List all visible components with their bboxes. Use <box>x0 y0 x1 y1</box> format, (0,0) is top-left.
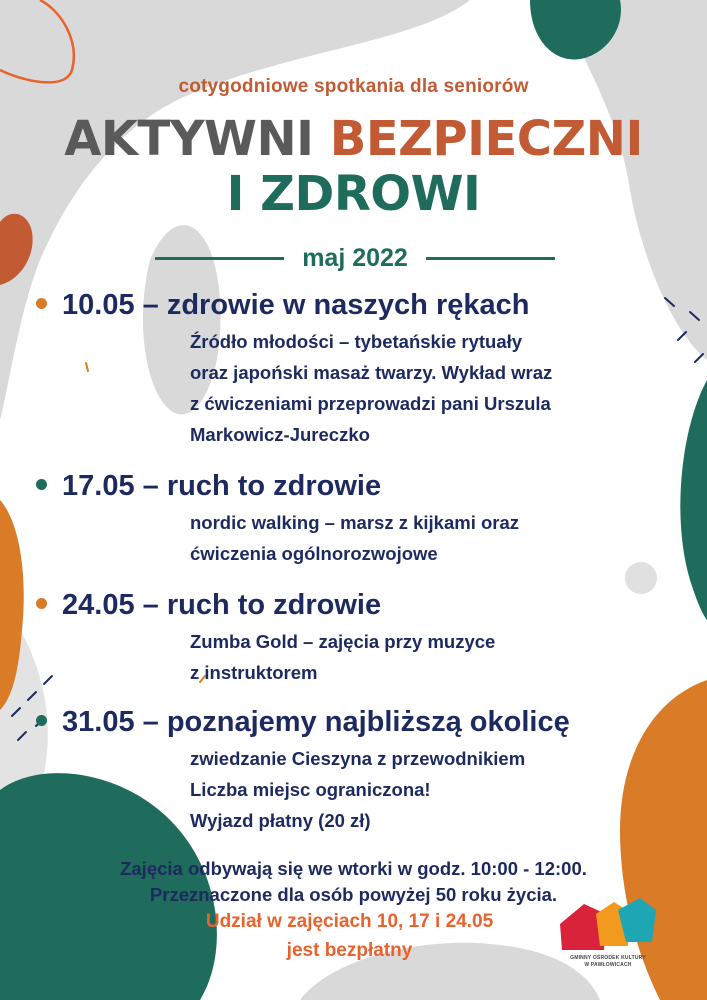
event-line: Markowicz-Jureczko <box>190 424 370 445</box>
event-description <box>190 626 495 688</box>
title-line-2: I ZDROWI <box>226 166 481 222</box>
month-rule-left <box>155 257 284 260</box>
gminny-osrodek-kultury-logo <box>556 896 660 982</box>
event-line: z instruktorem <box>190 662 318 683</box>
event-line: ćwiczenia ogólnorozwojowe <box>190 543 438 564</box>
event-line: zwiedzanie Cieszyna z przewodnikiem <box>190 748 526 769</box>
event-description <box>190 743 525 836</box>
footer-free-note: Udział w zajęciach 10, 17 i 24.05 <box>205 911 494 932</box>
event-description <box>190 507 519 569</box>
month-rule-right <box>426 257 555 260</box>
title-word-bezpieczni: BEZPIECZNI <box>329 111 643 167</box>
footer-free-note-2: jest bezpłatny <box>286 940 413 961</box>
logo-text-line-1: GMINNY OŚRODEK KULTURY <box>570 955 646 961</box>
subtitle: cotygodniowe spotkania dla seniorów <box>178 76 529 97</box>
event-description <box>190 326 552 450</box>
event-heading: 31.05 – poznajemy najbliższą okolicę <box>62 706 570 738</box>
bullet-dot <box>36 715 47 726</box>
event-line: Zumba Gold – zajęcia przy muzyce <box>190 631 496 652</box>
bullet-dot <box>36 598 47 609</box>
event-line: oraz japoński masaż twarzy. Wykład wraz <box>190 362 553 383</box>
title-word-aktywni: AKTYWNI <box>64 111 314 167</box>
logo-text-line-2: W PAWŁOWICACH <box>584 962 632 968</box>
title-line-1 <box>0 111 707 167</box>
event-line: Źródło młodości – tybetańskie rytuały <box>190 331 523 352</box>
event-line: Liczba miejsc ograniczona! <box>190 779 431 800</box>
footer-audience: Przeznaczone dla osób powyżej 50 roku życia. <box>149 884 558 905</box>
bullet-dot <box>36 298 47 309</box>
event-line: nordic walking – marsz z kijkami oraz <box>190 512 520 533</box>
event-line: z ćwiczeniami przeprowadzi pani Urszula <box>190 393 551 414</box>
month-label: maj 2022 <box>302 243 408 272</box>
event-heading: 17.05 – ruch to zdrowie <box>62 470 382 502</box>
event-line: Wyjazd płatny (20 zł) <box>190 810 371 831</box>
bullet-dot <box>36 479 47 490</box>
footer-schedule: Zajęcia odbywają się we wtorki w godz. 10:00 - 12:00. <box>120 858 587 879</box>
event-heading: 24.05 – ruch to zdrowie <box>62 589 382 621</box>
month-row <box>155 242 555 274</box>
event-heading: 10.05 – zdrowie w naszych rękach <box>62 289 530 321</box>
